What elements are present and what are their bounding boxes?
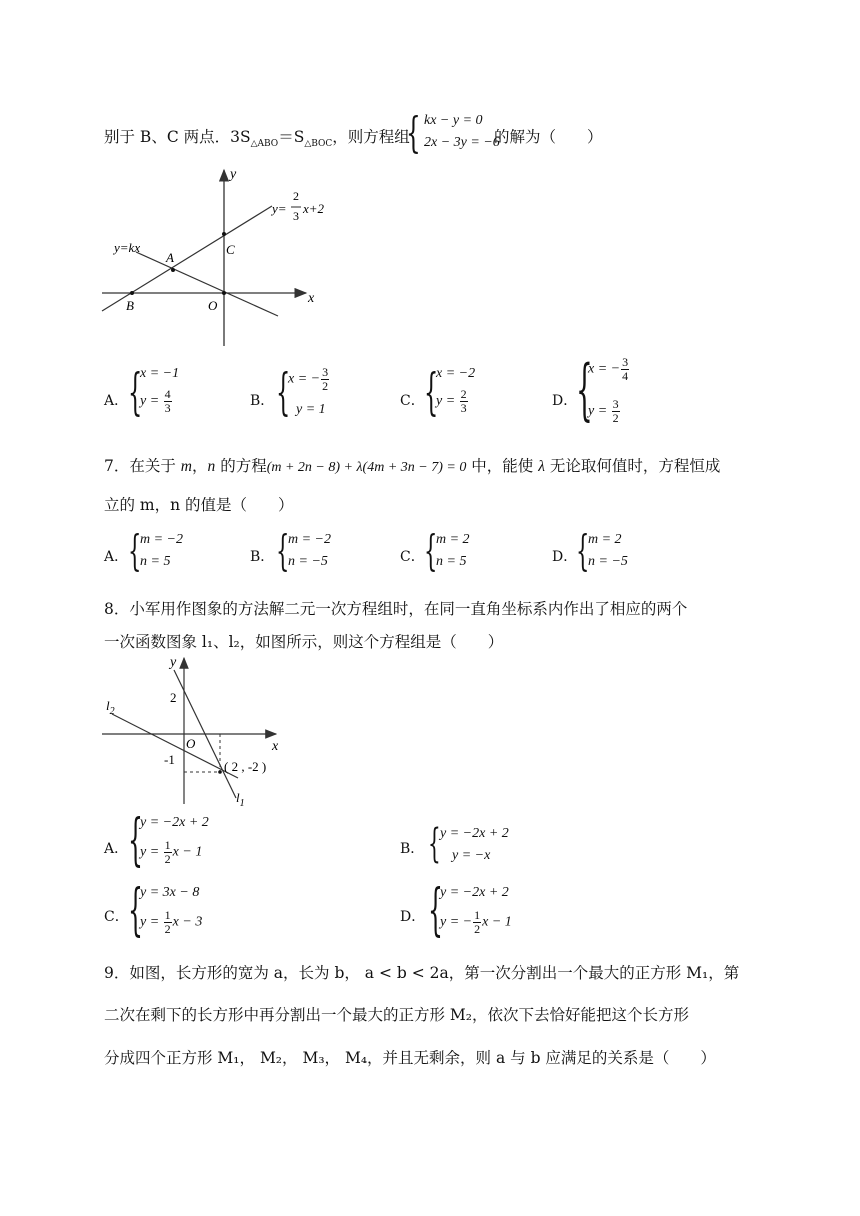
q6-system-brace: { xyxy=(406,108,421,157)
tick-2: 2 xyxy=(170,690,177,705)
q6-eq2: 2x − 3y = −6 xyxy=(424,135,500,150)
q6-stem-end: 的解为（ ） xyxy=(494,128,603,146)
label-y-kx: y=kx xyxy=(114,240,141,255)
point-c xyxy=(222,232,226,236)
x-axis-label: x xyxy=(308,291,315,306)
q7-stem-line1: 7．在关于 m，n 的方程(m + 2n − 8) + λ(4m + 3n − 7) = 0 中，能使 λ 无论取何值时，方程恒成 xyxy=(104,457,721,475)
label-o: O xyxy=(208,298,218,313)
label-a: A xyxy=(166,250,174,265)
label-line2-den: 3 xyxy=(293,209,299,223)
q8-stem-line1: 8．小军用作图象的方法解二元一次方程组时，在同一直角坐标系内作出了相应的两个 xyxy=(104,600,688,618)
q8-figure xyxy=(96,650,296,810)
q8-stem-line2: 一次函数图象 l₁、l₂，如图所示，则这个方程组是（ ） xyxy=(104,633,504,651)
label-l1: $l_1$ xyxy=(236,790,245,809)
q9-stem-line2: 二次在剩下的长方形中再分割出一个最大的正方形 M₂，依次下去恰好能把这个长方形 xyxy=(104,1006,690,1024)
origin-label: O xyxy=(186,736,196,751)
label-line2-pre: y= xyxy=(272,201,287,216)
point-a xyxy=(171,268,175,272)
q9-stem-line3: 分成四个正方形 M₁， M₂， M₃， M₄，并且无剩余，则 a 与 b 应满足的关系是（ ） xyxy=(104,1049,716,1067)
label-c: C xyxy=(226,242,235,257)
y-axis-label: y xyxy=(170,655,177,670)
line-y-2-3x-plus-2 xyxy=(102,206,272,311)
q7-stem-line2: 立的 m，n 的值是（ ） xyxy=(104,496,294,514)
label-b: B xyxy=(126,298,134,313)
intersection-point xyxy=(218,770,222,774)
label-line2-post: x+2 xyxy=(303,201,325,216)
point-b xyxy=(130,291,134,295)
x-axis-label: x xyxy=(272,739,279,754)
q6-eq1: kx − y = 0 xyxy=(424,113,483,128)
point-label: ( 2 , -2 ) xyxy=(224,759,267,774)
q9-stem-line1: 9．如图，长方形的宽为 a，长为 b， a < b < 2a，第一次分割出一个最大的正方形 M₁，第 xyxy=(104,964,740,982)
q7-equation: (m + 2n − 8) + λ(4m + 3n − 7) = 0 xyxy=(266,460,467,475)
line-y-kx xyxy=(136,252,278,316)
point-o xyxy=(222,291,226,295)
label-line2-num: 2 xyxy=(293,189,299,203)
line-l2 xyxy=(112,714,238,778)
tick-neg1: -1 xyxy=(164,752,175,767)
q6-figure xyxy=(96,160,346,350)
q6-stem: 别于 B、C 两点．$3S_{\triangle ABO}=S_{\triangle BOC}$，则方程组 xyxy=(104,128,410,150)
y-axis-label: y xyxy=(230,167,237,182)
label-l2: $l_2$ xyxy=(106,698,115,717)
